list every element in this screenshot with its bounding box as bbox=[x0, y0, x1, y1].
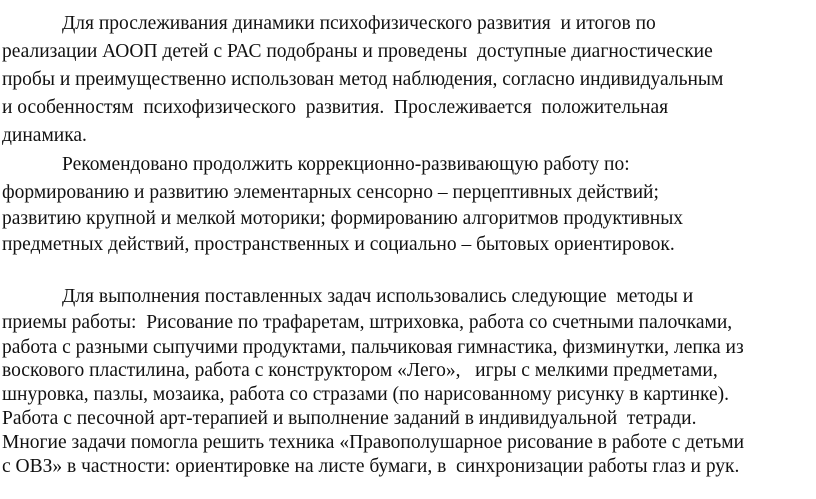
paragraph-3-line-3: работа с разными сыпучими продуктами, пальчиковая гимнастика, физминутки, лепка из bbox=[2, 337, 744, 358]
paragraph-1-line-2: реализации АООП детей с РАС подобраны и проведены доступные диагностические bbox=[2, 41, 713, 62]
paragraph-1-line-3: пробы и преимущественно использован метод наблюдения, согласно индивидуальным bbox=[2, 69, 724, 90]
paragraph-2-line-4: предметных действий, пространственных и социально – бытовых ориентировок. bbox=[2, 234, 675, 255]
paragraph-3-line-5: шнуровка, пазлы, мозаика, работа со стразами (по нарисованному рисунку в картинке). bbox=[2, 384, 730, 405]
paragraph-2-line-1: Рекомендовано продолжить коррекционно-развивающую работу по: bbox=[62, 154, 630, 175]
paragraph-2-line-3: развитию крупной и мелкой моторики; формированию алгоритмов продуктивных bbox=[2, 208, 684, 229]
paragraph-1-line-1: Для прослеживания динамики психофизического развития и итогов по bbox=[62, 13, 656, 34]
paragraph-3-line-7: Многие задачи помогла решить техника «Правополушарное рисование в работе с детьми bbox=[2, 432, 745, 453]
paragraph-3-line-6: Работа с песочной арт-терапией и выполнение заданий в индивидуальной тетради. bbox=[2, 408, 697, 429]
paragraph-2-line-2: формированию и развитию элементарных сенсорно – перцептивных действий; bbox=[2, 182, 659, 203]
paragraph-3-line-8: с ОВЗ» в частности: ориентировке на листе бумаги, в синхронизации работы глаз и рук. bbox=[2, 456, 740, 477]
paragraph-3-line-2: приемы работы: Рисование по трафаретам, штриховка, работа со счетными палочками, bbox=[2, 312, 733, 333]
paragraph-3-line-1: Для выполнения поставленных задач использовались следующие методы и bbox=[62, 286, 694, 307]
paragraph-3-line-4: воскового пластилина, работа с конструктором «Лего», игры с мелкими предметами, bbox=[2, 360, 718, 381]
paragraph-1-line-5: динамика. bbox=[2, 125, 87, 146]
paragraph-1-line-4: и особенностям психофизического развития. Прослеживается положительная bbox=[2, 97, 669, 118]
